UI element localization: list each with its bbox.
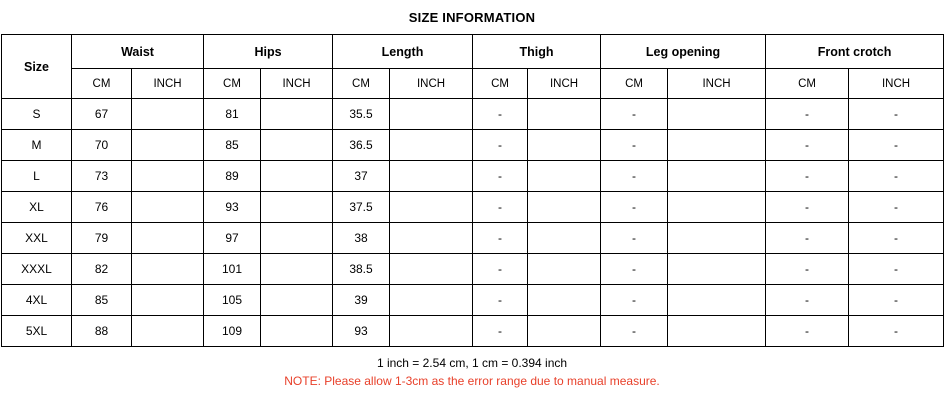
- header-unit-thigh-inch: INCH: [528, 69, 601, 99]
- cell-hips-inch: [261, 254, 333, 285]
- cell-hips-cm: 97: [204, 223, 261, 254]
- cell-size: S: [2, 99, 72, 130]
- size-information-table: [1, 34, 944, 347]
- cell-hips-inch: [261, 130, 333, 161]
- header-size: Size: [2, 35, 72, 99]
- cell-hips-inch: [261, 316, 333, 347]
- header-group-leg-opening: Leg opening: [601, 35, 766, 69]
- header-unit-waist-cm: CM: [72, 69, 132, 99]
- cell-thigh-cm: -: [473, 285, 528, 316]
- cell-length-cm: 38: [333, 223, 390, 254]
- cell-thigh-inch: [528, 316, 601, 347]
- header-unit-thigh-cm: CM: [473, 69, 528, 99]
- cell-waist-cm: 67: [72, 99, 132, 130]
- cell-waist-cm: 70: [72, 130, 132, 161]
- table-row: [2, 130, 944, 161]
- conversion-note: 1 inch = 2.54 cm, 1 cm = 0.394 inch: [376, 356, 568, 370]
- table-header: [2, 35, 944, 99]
- cell-hips-inch: [261, 99, 333, 130]
- cell-front-crotch-cm: -: [766, 223, 849, 254]
- cell-leg-opening-inch: [668, 254, 766, 285]
- cell-thigh-inch: [528, 285, 601, 316]
- cell-hips-cm: 81: [204, 99, 261, 130]
- cell-waist-cm: 82: [72, 254, 132, 285]
- cell-length-inch: [390, 192, 473, 223]
- cell-front-crotch-cm: -: [766, 99, 849, 130]
- cell-leg-opening-cm: -: [601, 130, 668, 161]
- cell-front-crotch-inch: -: [849, 285, 944, 316]
- cell-leg-opening-inch: [668, 130, 766, 161]
- header-unit-hips-cm: CM: [204, 69, 261, 99]
- header-group-length: Length: [333, 35, 473, 69]
- header-unit-waist-inch: INCH: [132, 69, 204, 99]
- cell-length-cm: 39: [333, 285, 390, 316]
- cell-hips-inch: [261, 285, 333, 316]
- table-row: [2, 99, 944, 130]
- cell-front-crotch-inch: -: [849, 99, 944, 130]
- table-row: [2, 161, 944, 192]
- cell-front-crotch-inch: -: [849, 254, 944, 285]
- cell-length-inch: [390, 223, 473, 254]
- header-group-waist: Waist: [72, 35, 204, 69]
- cell-leg-opening-cm: -: [601, 316, 668, 347]
- cell-length-inch: [390, 316, 473, 347]
- cell-hips-cm: 89: [204, 161, 261, 192]
- header-unit-length-cm: CM: [333, 69, 390, 99]
- cell-length-cm: 37.5: [333, 192, 390, 223]
- header-group-front-crotch: Front crotch: [766, 35, 944, 69]
- cell-hips-inch: [261, 161, 333, 192]
- cell-waist-cm: 73: [72, 161, 132, 192]
- header-unit-hips-inch: INCH: [261, 69, 333, 99]
- cell-length-inch: [390, 99, 473, 130]
- cell-size: L: [2, 161, 72, 192]
- cell-length-inch: [390, 254, 473, 285]
- cell-front-crotch-cm: -: [766, 316, 849, 347]
- footer: [0, 347, 944, 390]
- cell-front-crotch-inch: -: [849, 161, 944, 192]
- cell-front-crotch-cm: -: [766, 254, 849, 285]
- header-unit-leg-opening-cm: CM: [601, 69, 668, 99]
- table-body: [2, 99, 944, 347]
- cell-waist-inch: [132, 130, 204, 161]
- cell-thigh-cm: -: [473, 223, 528, 254]
- cell-thigh-inch: [528, 130, 601, 161]
- cell-thigh-cm: -: [473, 254, 528, 285]
- table-row: [2, 192, 944, 223]
- cell-waist-inch: [132, 192, 204, 223]
- cell-length-inch: [390, 285, 473, 316]
- cell-length-cm: 38.5: [333, 254, 390, 285]
- cell-waist-inch: [132, 223, 204, 254]
- cell-size: XL: [2, 192, 72, 223]
- cell-hips-inch: [261, 192, 333, 223]
- cell-front-crotch-cm: -: [766, 285, 849, 316]
- cell-leg-opening-cm: -: [601, 285, 668, 316]
- header-unit-front-crotch-inch: INCH: [849, 69, 944, 99]
- cell-size: XXL: [2, 223, 72, 254]
- cell-hips-cm: 105: [204, 285, 261, 316]
- cell-thigh-inch: [528, 223, 601, 254]
- cell-front-crotch-cm: -: [766, 130, 849, 161]
- cell-front-crotch-cm: -: [766, 161, 849, 192]
- cell-leg-opening-inch: [668, 161, 766, 192]
- cell-length-inch: [390, 130, 473, 161]
- table-row: [2, 223, 944, 254]
- cell-thigh-cm: -: [473, 316, 528, 347]
- cell-length-cm: 93: [333, 316, 390, 347]
- cell-length-cm: 36.5: [333, 130, 390, 161]
- cell-size: 4XL: [2, 285, 72, 316]
- cell-length-cm: 35.5: [333, 99, 390, 130]
- cell-leg-opening-cm: -: [601, 254, 668, 285]
- cell-front-crotch-inch: -: [849, 223, 944, 254]
- cell-size: XXXL: [2, 254, 72, 285]
- table-row: [2, 316, 944, 347]
- chart-title-bar: [0, 0, 944, 34]
- cell-thigh-cm: -: [473, 99, 528, 130]
- cell-leg-opening-cm: -: [601, 192, 668, 223]
- cell-thigh-inch: [528, 254, 601, 285]
- cell-leg-opening-inch: [668, 223, 766, 254]
- cell-front-crotch-inch: -: [849, 316, 944, 347]
- header-row-units: [2, 69, 944, 99]
- cell-leg-opening-inch: [668, 99, 766, 130]
- page-title: SIZE INFORMATION: [408, 9, 536, 25]
- header-unit-front-crotch-cm: CM: [766, 69, 849, 99]
- cell-size: 5XL: [2, 316, 72, 347]
- cell-waist-inch: [132, 285, 204, 316]
- cell-thigh-inch: [528, 161, 601, 192]
- measurement-note: NOTE: Please allow 1-3cm as the error range due to manual measure.: [284, 374, 660, 388]
- cell-waist-cm: 76: [72, 192, 132, 223]
- header-unit-leg-opening-inch: INCH: [668, 69, 766, 99]
- cell-leg-opening-cm: -: [601, 223, 668, 254]
- cell-thigh-cm: -: [473, 161, 528, 192]
- cell-waist-inch: [132, 161, 204, 192]
- cell-leg-opening-inch: [668, 316, 766, 347]
- header-group-hips: Hips: [204, 35, 333, 69]
- cell-waist-cm: 88: [72, 316, 132, 347]
- cell-thigh-cm: -: [473, 192, 528, 223]
- cell-front-crotch-inch: -: [849, 192, 944, 223]
- cell-hips-cm: 101: [204, 254, 261, 285]
- header-unit-length-inch: INCH: [390, 69, 473, 99]
- table-row: [2, 254, 944, 285]
- cell-waist-inch: [132, 99, 204, 130]
- cell-waist-inch: [132, 316, 204, 347]
- cell-leg-opening-cm: -: [601, 161, 668, 192]
- header-row-groups: [2, 35, 944, 69]
- cell-front-crotch-cm: -: [766, 192, 849, 223]
- cell-front-crotch-inch: -: [849, 130, 944, 161]
- cell-size: M: [2, 130, 72, 161]
- cell-waist-cm: 79: [72, 223, 132, 254]
- table-row: [2, 285, 944, 316]
- cell-leg-opening-inch: [668, 285, 766, 316]
- header-group-thigh: Thigh: [473, 35, 601, 69]
- cell-hips-cm: 93: [204, 192, 261, 223]
- cell-thigh-inch: [528, 192, 601, 223]
- cell-thigh-cm: -: [473, 130, 528, 161]
- cell-thigh-inch: [528, 99, 601, 130]
- cell-hips-cm: 85: [204, 130, 261, 161]
- cell-leg-opening-inch: [668, 192, 766, 223]
- cell-length-cm: 37: [333, 161, 390, 192]
- cell-hips-inch: [261, 223, 333, 254]
- cell-waist-inch: [132, 254, 204, 285]
- cell-length-inch: [390, 161, 473, 192]
- cell-waist-cm: 85: [72, 285, 132, 316]
- cell-leg-opening-cm: -: [601, 99, 668, 130]
- cell-hips-cm: 109: [204, 316, 261, 347]
